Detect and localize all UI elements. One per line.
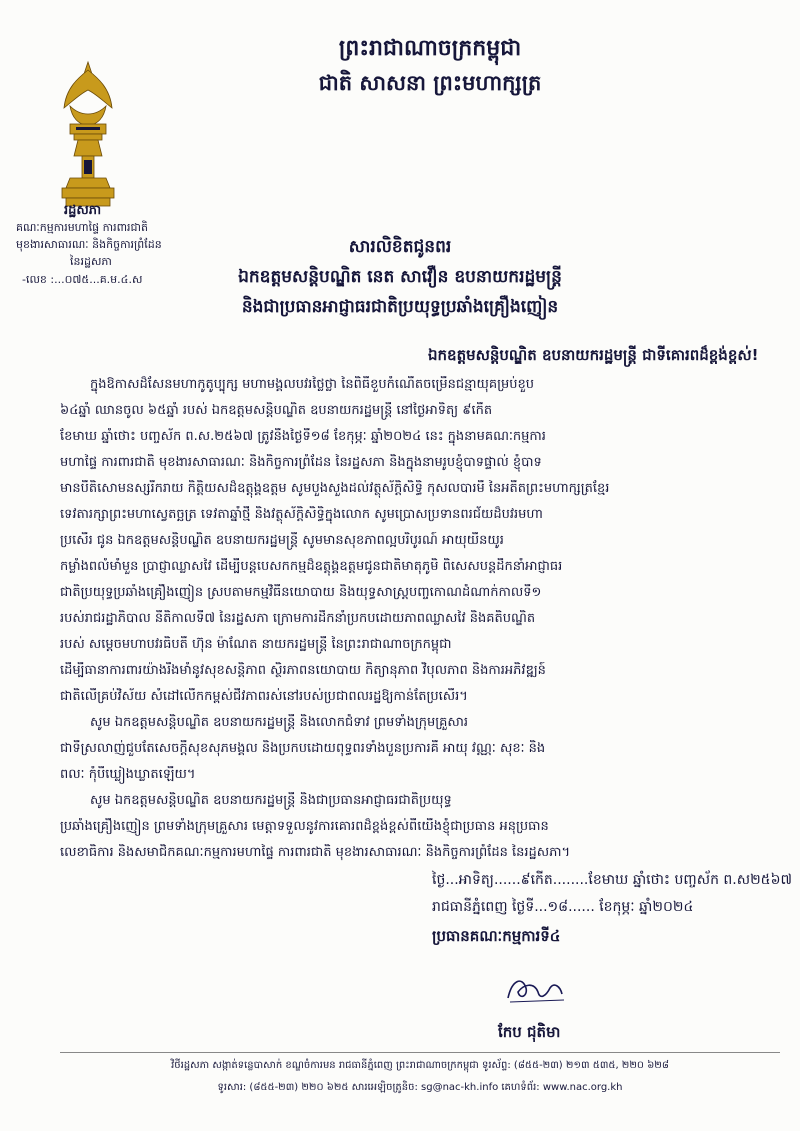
handwritten-signature: [500, 970, 570, 1010]
body-line: មហាផ្ទៃ ការពារជាតិ មុខងារសាធារណៈ និងកិច្ចការព្រំដែន នៃរដ្ឋសភា និងក្នុងនាមរូបខ្ញុំបាទផ្ទាល់ ខ្ញុំបាទ: [60, 455, 542, 470]
committee-name-line: នៃរដ្ឋសភា: [70, 255, 112, 268]
committee-name-line: មុខងារសាធារណៈ និងកិច្ចការព្រំដែន: [16, 238, 162, 251]
body-line: មានបីតិសោមនស្សរីករាយ កិត្តិយសដ៏ឧត្តុង្គឧត្តម សូមបួងសួងដល់វត្ថុស័ក្តិសិទ្ធិ កុសលបារមី នៃអតីតព្រះមហាក្សត្រខ្មែរ: [60, 481, 610, 496]
footer-address: វិថីរដ្ឋសភា សង្កាត់ទន្លេបាសាក់ ខណ្ឌចំការមន រាជធានីភ្នំពេញ ព្រះរាជាណាចក្រកម្ពុជា ទូរស័ព្ទ: (៨៥៥-២៣) ២១៣ ៥៣៥, ២២០ ៦២៨: [171, 1060, 669, 1071]
body-line: របស់ សម្តេចមហាបវរធិបតី ហ៊ុន ម៉ាណែត នាយករដ្ឋមន្ត្រី នៃព្រះរាជាណាចក្រកម្ពុជា: [60, 637, 452, 652]
place-and-date-line: រាជធានីភ្នំពេញ ថ្ងៃទី...១៨...... ខែកុម្ភៈ ឆ្នាំ២០២៤: [432, 899, 694, 915]
body-line: ក្នុងឱកាសដ៏សែនមហាកូតូប្បុក្ស មហាមង្គលបវរថ្លៃថ្លា នៃពិធីខួបកំណើតចម្រើនជន្មាយុគម្រប់ខួប: [90, 377, 534, 392]
body-line: លេខាធិការ និងសមាជិកគណៈកម្មការមហាផ្ទៃ ការពារជាតិ មុខងារសាធារណៈ និងកិច្ចការព្រំដែន នៃរដ្ឋសភា។: [60, 845, 571, 860]
lunar-date-line: ថ្ងៃ...អាទិត្យ......៩កើត........ខែមាឃ ឆ្នាំថោះ បញ្ចស័ក ព.ស២៥៦៧: [432, 872, 792, 888]
body-line: របស់រាជរដ្ឋាភិបាល នីតិកាលទី៧ នៃរដ្ឋសភា ក្រោមការដឹកនាំប្រកបដោយភាពឈ្លាសវៃ និងគតិបណ្ឌិត: [60, 611, 536, 626]
body-line: ទេវតារក្សាព្រះមហាស្វេតច្ឆត្រ ទេវតាឆ្នាំថ្មី និងវត្ថុស័ក្តិសិទ្ធិក្នុងលោក សូមប្រោសប្រទានពរជ័យដ៏បវរមហា: [60, 507, 543, 522]
signer-name: កែប ជុតិមា: [498, 1023, 561, 1041]
body-line: សូម ឯកឧត្តមសន្តិបណ្ឌិត ឧបនាយករដ្ឋមន្ត្រី និងលោកជំទាវ ព្រមទាំងក្រុមគ្រួសារ: [90, 715, 468, 730]
body-line: កម្លាំងពលំមាំមួន ប្រាជ្ញាឈ្លាសវៃ ដើម្បីបន្តបេសកកម្មដ៏ឧត្តុង្គឧត្តមជូនជាតិមាតុភូមិ ពិសេសបន្តដឹកនាំអាជ្ញាធរ: [60, 559, 563, 574]
institution-name: រដ្ឋសភា: [64, 203, 102, 218]
body-line: ខែមាឃ ឆ្នាំថោះ បញ្ចស័ក ព.ស.២៥៦៧ ត្រូវនឹងថ្ងៃទី១៨ ខែកុម្ភៈ ឆ្នាំ២០២៤ នេះ ក្នុងនាមគណៈកម្មការ: [60, 429, 546, 444]
body-line: ជាតិលើគ្រប់វិស័យ សំដៅលើកកម្ពស់ជីវភាពរស់នៅរបស់ប្រជាពលរដ្ឋឱ្យកាន់តែប្រសើរ។: [60, 689, 468, 704]
footer-contact: ទូរសារ: (៨៥៥-២៣) ២២០ ៦២៥ សារអេឡិចត្រូនិច: sg@nac-kh.info គេហទំព័រ: www.nac.org.kh: [217, 1082, 623, 1093]
body-line: ជាតិប្រយុទ្ធប្រឆាំងគ្រឿងញៀន ស្របតាមកម្មវិធីនយោបាយ និងយុទ្ធសាស្ត្របញ្ចកោណដំណាក់កាលទី១: [60, 585, 542, 600]
committee-name-line: គណៈកម្មការមហាផ្ទៃ ការពារជាតិ: [16, 221, 148, 234]
national-motto: ជាតិ សាសនា ព្រះមហាក្សត្រ: [318, 71, 542, 95]
body-line: ៦៤ឆ្នាំ ឈានចូល ៦៥ឆ្នាំ របស់ ឯកឧត្តមសន្តិបណ្ឌិត ឧបនាយករដ្ឋមន្ត្រី នៅថ្ងៃអាទិត្យ ៩កើត: [60, 403, 493, 418]
body-line: សូម ឯកឧត្តមសន្តិបណ្ឌិត ឧបនាយករដ្ឋមន្ត្រី និងជាប្រធានអាជ្ញាធរជាតិប្រយុទ្ធ: [90, 793, 452, 808]
royal-emblem-icon: [56, 60, 120, 210]
body-line: ប្រសើរ ជូន ឯកឧត្តមសន្តិបណ្ឌិត ឧបនាយករដ្ឋមន្ត្រី សូមមានសុខភាពល្អបរិបូរណ៍ អាយុយឺនយូរ: [60, 533, 504, 548]
body-line: ប្រឆាំងគ្រឿងញៀន ព្រមទាំងក្រុមគ្រួសារ មេត្តាទទួលនូវការគោរពដ៏ខ្ពង់ខ្ពស់ពីយើងខ្ញុំជាប្រធាន អនុប្រធាន: [60, 819, 549, 834]
letter-title: សារលិខិតជូនពរ: [348, 237, 452, 257]
document-reference: -លេខ :...០៧៥...គ.ម.៤.ស: [22, 273, 143, 286]
footer-divider: [60, 1052, 780, 1053]
recipient-line: និងជាប្រធានអាជ្ញាធរជាតិប្រយុទ្ធប្រឆាំងគ្រឿងញៀន: [241, 297, 559, 317]
kingdom-title: ព្រះរាជាណាចក្រកម្ពុជា: [338, 36, 522, 61]
signer-title: ប្រធានគណៈកម្មការទី៤: [432, 927, 561, 945]
body-line: ពលៈ កុំបីឃ្លៀងឃ្លាតឡើយ។: [60, 767, 196, 782]
recipient-line: ឯកឧត្តមសន្តិបណ្ឌិត នេត សាវឿន ឧបនាយករដ្ឋមន្ត្រី: [238, 267, 562, 287]
body-line: ដើម្បីធានាការពារយ៉ាងរឹងមាំនូវសុខសន្តិភាព ស្ថិរភាពនយោបាយ កិត្យានុភាព វិបុលភាព និងការអភិវឌ្ឍន៍: [60, 663, 546, 678]
body-line: ជាទីស្រលាញ់ជួបតែសេចក្តីសុខសុភមង្គល និងប្រកបដោយពុទ្ធពរទាំងបួនប្រការគឺ អាយុ វណ្ណៈ សុខៈ និង: [60, 741, 546, 756]
salutation: ឯកឧត្តមសន្តិបណ្ឌិត ឧបនាយករដ្ឋមន្ត្រី ជាទីគោរពដ៏ខ្ពង់ខ្ពស់!: [428, 346, 759, 364]
